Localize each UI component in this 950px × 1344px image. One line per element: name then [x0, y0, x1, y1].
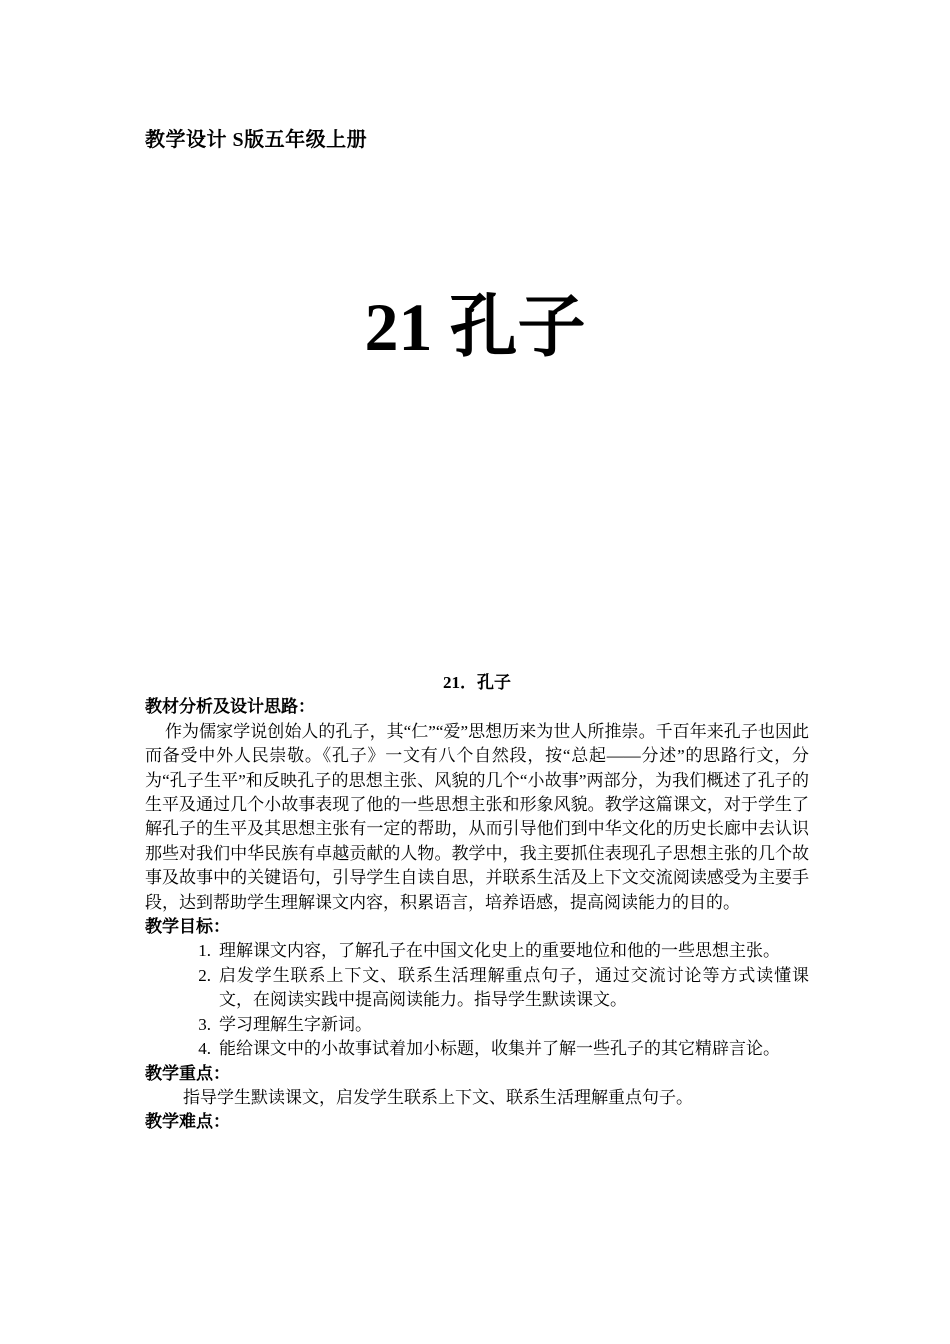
goal-text: 学习理解生字新词。 — [219, 1014, 372, 1034]
difficulty-heading: 教学难点： — [145, 1112, 230, 1132]
focus-heading: 教学重点： — [145, 1063, 230, 1083]
document-header: 教学设计 S版五年级上册 — [145, 129, 368, 151]
lesson-title: 21．孔子 — [443, 673, 511, 692]
goal-text: 启发学生联系上下文、联系生活理解重点句子，通过交流讨论等方式读懂课文，在阅读实践中提高阅读能力。指导学生默读课文。 — [219, 965, 809, 1010]
goals-heading: 教学目标： — [145, 917, 230, 937]
goal-item — [198, 939, 809, 963]
analysis-heading: 教材分析及设计思路： — [145, 697, 315, 717]
goal-text: 能给课文中的小故事试着加小标题，收集并了解一些孔子的其它精辟言论。 — [219, 1039, 780, 1059]
goal-item — [198, 964, 809, 1013]
focus-paragraph: 指导学生默读课文，启发学生联系上下文、联系生活理解重点句子。 — [183, 1087, 693, 1107]
lesson-content — [145, 671, 809, 1135]
goal-number: 4. — [198, 1039, 211, 1059]
goal-number: 1. — [198, 941, 211, 961]
cover-title: 21 孔子 — [364, 289, 586, 365]
goal-number: 2. — [198, 965, 211, 985]
analysis-paragraph: 作为儒家学说创始人的孔子，其“仁”“爱”思想历来为世人所推崇。千百年来孔子也因此而备受中外人民崇敬。《孔子》一文有八个自然段，按“总起——分述”的思路行文，分为“孔子生平”和反映孔子的思想主张、风貌的几个“小故事”两部分，为我们概述了孔子的生平及通过几个小故事表现了他的一些思想主张和形象风貌。教学这篇课文，对于学生了解孔子的生平及其思想主张有一定的帮助，从而引导他们到中华文化的历史长廊中去认识那些对我们中华民族有卓越贡献的人物。教学中，我主要抓住表现孔子思想主张的几个故事及故事中的关键语句，引导学生自读自思，并联系生活及上下文交流阅读感受为主要手段，达到帮助学生理解课文内容，积累语言，培养语感，提高阅读能力的目的。 — [145, 721, 809, 912]
goals-list — [145, 939, 809, 1061]
goal-number: 3. — [198, 1014, 211, 1034]
goal-item — [198, 1013, 809, 1037]
goal-item — [198, 1037, 809, 1061]
goal-text: 理解课文内容，了解孔子在中国文化史上的重要地位和他的一些思想主张。 — [219, 941, 780, 961]
